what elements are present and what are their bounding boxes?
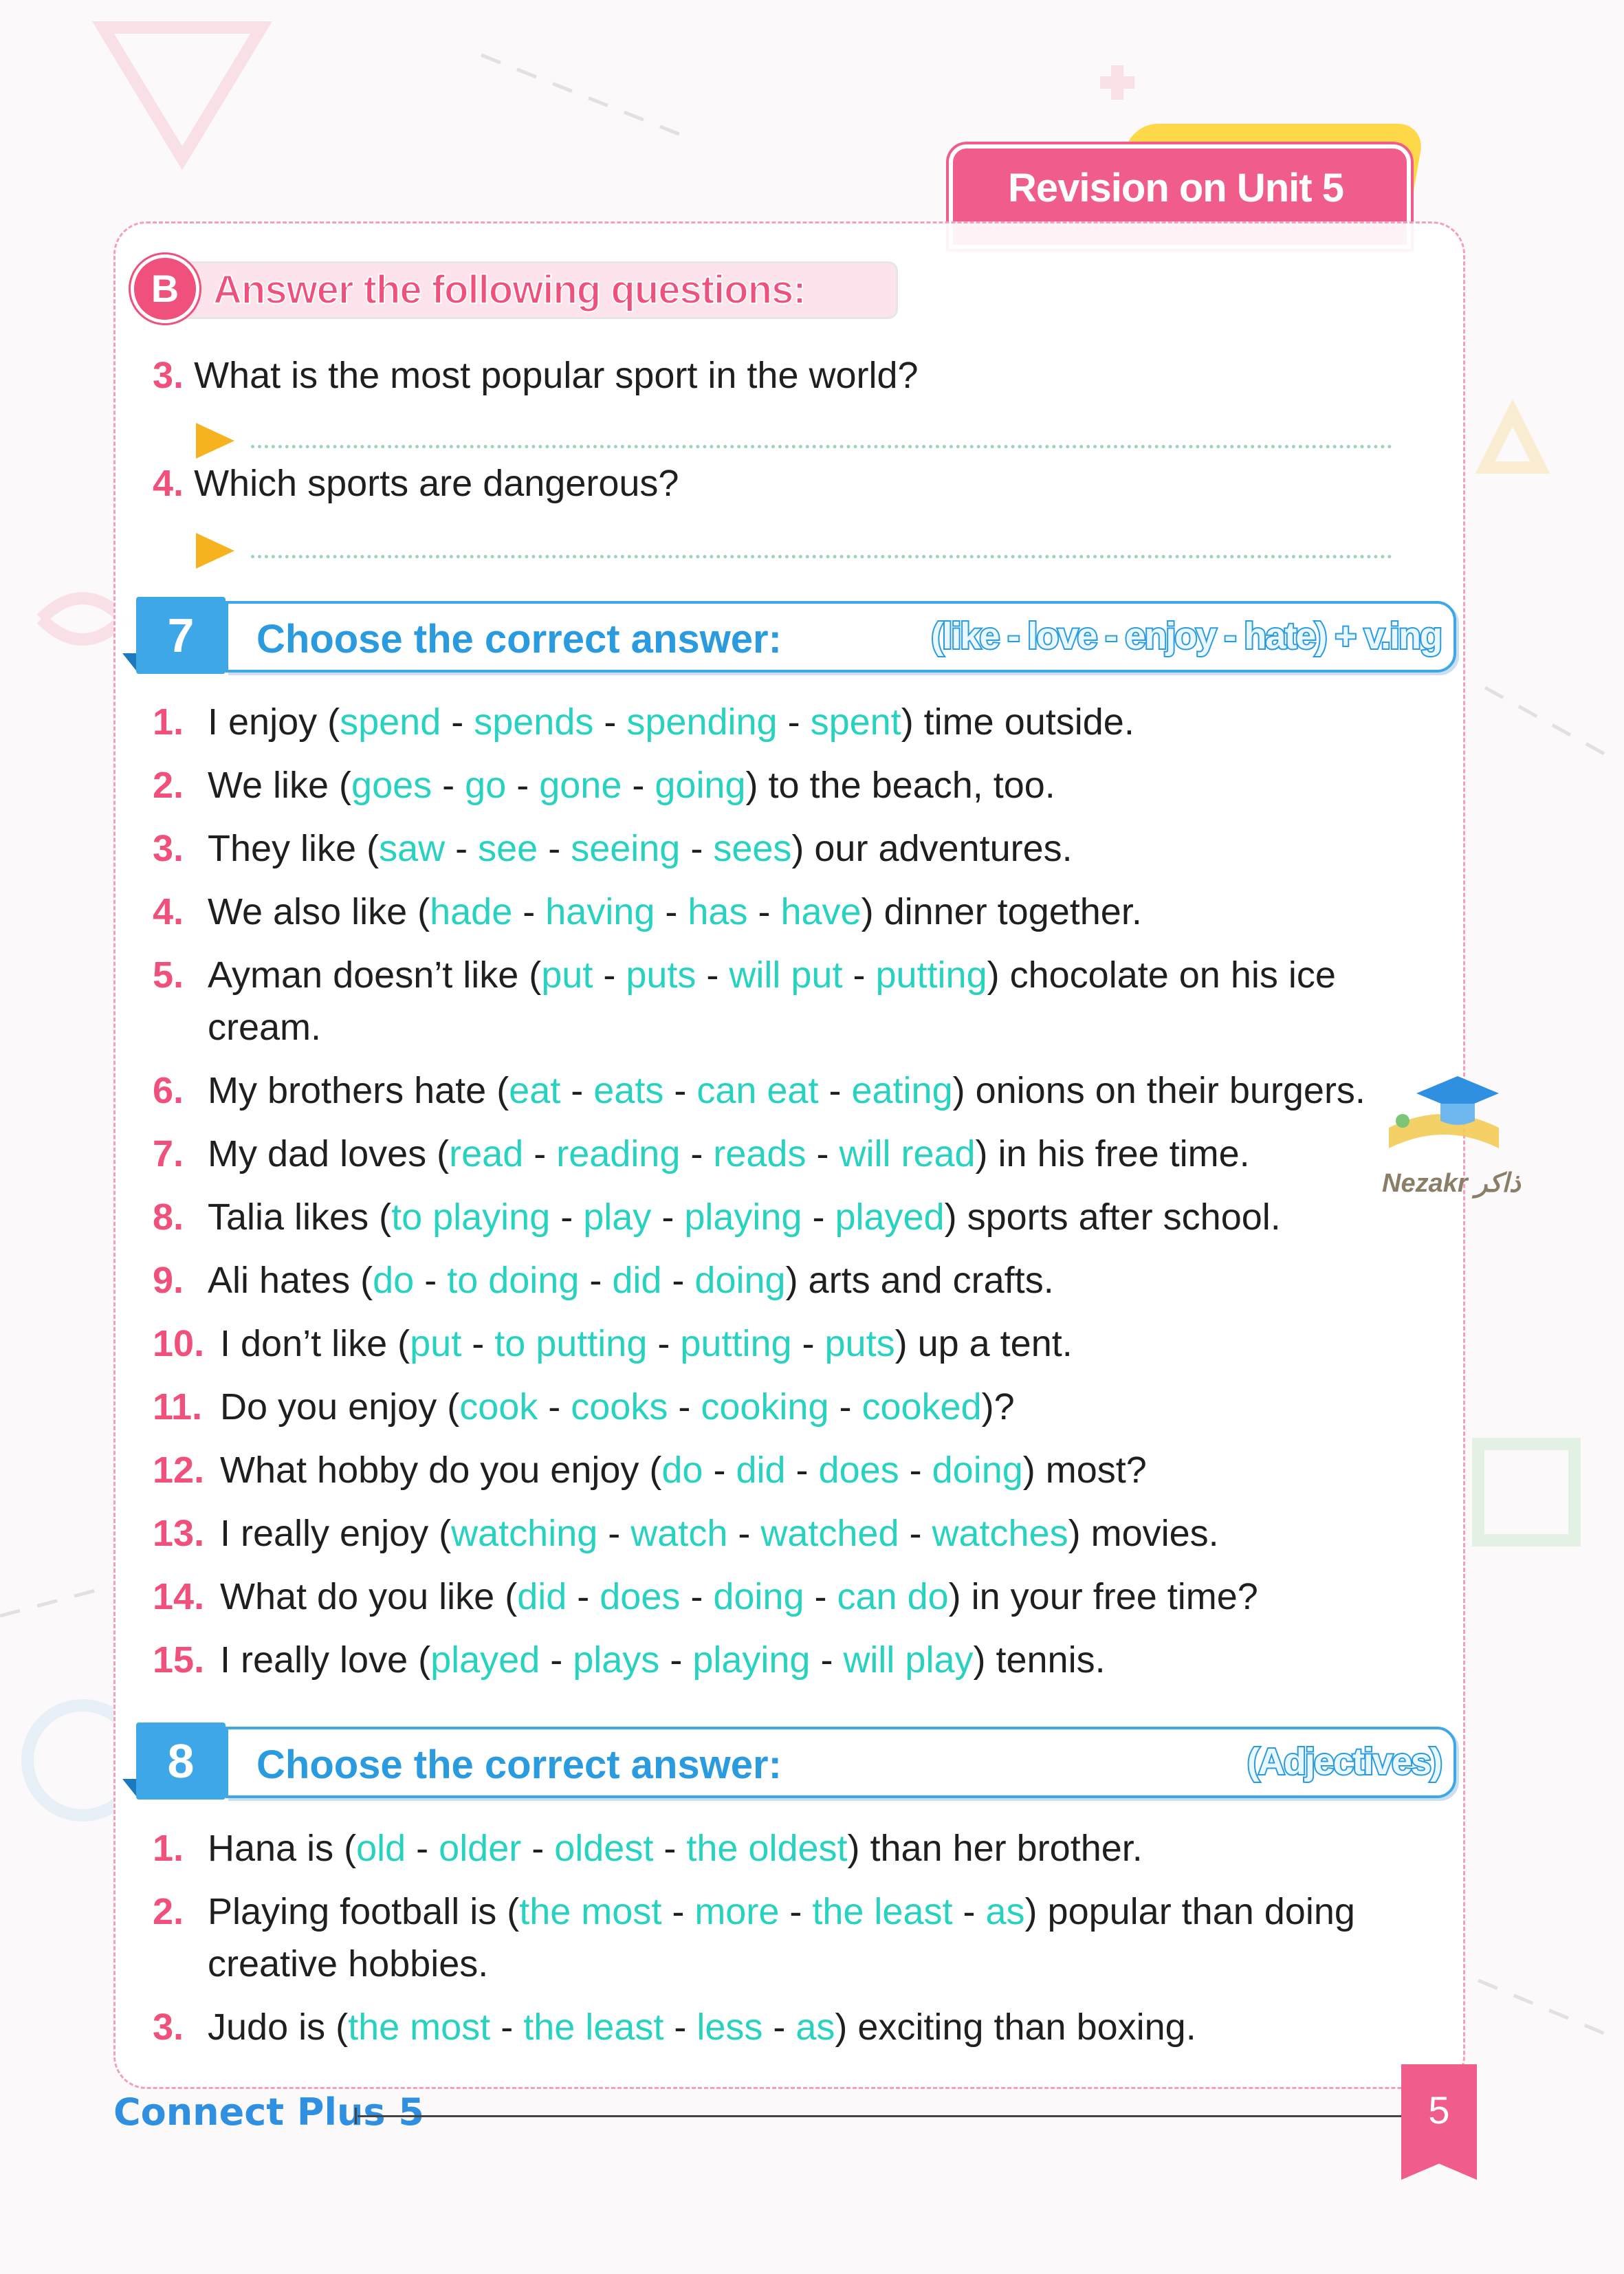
- play-arrow-icon: [196, 423, 234, 459]
- option-separator: -: [810, 1639, 844, 1681]
- answer-option[interactable]: to playing: [391, 1196, 551, 1238]
- section-8-items: [153, 1822, 1459, 2064]
- exercise-item: [153, 949, 1459, 1053]
- section-8-grammar-tag: (Adjectives): [1247, 1741, 1441, 1782]
- item-text-before: Ayman doesn’t like (: [208, 954, 542, 996]
- answer-option[interactable]: cooked: [862, 1386, 982, 1428]
- item-number: 11.: [153, 1386, 203, 1428]
- option-separator: -: [655, 891, 688, 932]
- item-text-after: ) than her brother.: [847, 1828, 1143, 1869]
- option-separator: -: [952, 1891, 986, 1932]
- option-separator: -: [696, 954, 729, 996]
- exercise-item: [153, 1507, 1459, 1560]
- item-text-after: ) to the beach, too.: [745, 765, 1055, 806]
- option-separator: -: [550, 1196, 584, 1238]
- answer-option[interactable]: older: [439, 1828, 522, 1869]
- answer-option[interactable]: the least: [812, 1891, 953, 1932]
- answer-option[interactable]: having: [545, 891, 655, 932]
- section-7-header: [122, 597, 1456, 674]
- exercise-item: [153, 696, 1459, 748]
- answer-option[interactable]: to doing: [447, 1260, 580, 1301]
- answer-option[interactable]: did: [612, 1260, 662, 1301]
- option-separator: -: [802, 1196, 835, 1238]
- answer-option[interactable]: more: [694, 1891, 780, 1932]
- dotted-answer-line[interactable]: [251, 555, 1392, 558]
- item-number: 3.: [153, 2007, 184, 2048]
- answer-option[interactable]: watches: [932, 1513, 1068, 1554]
- item-number: 1.: [153, 1828, 184, 1869]
- option-separator: -: [445, 828, 479, 869]
- option-separator: -: [490, 2007, 524, 2048]
- item-text-after: ) up a tent.: [895, 1323, 1073, 1364]
- answer-option[interactable]: does: [600, 1576, 681, 1617]
- item-text-after: ) sports after school.: [944, 1196, 1281, 1238]
- item-text-before: Do you enjoy (: [220, 1386, 460, 1428]
- answer-option[interactable]: put: [410, 1323, 462, 1364]
- answer-option[interactable]: played: [430, 1639, 540, 1681]
- option-separator: -: [818, 1070, 852, 1111]
- answer-option[interactable]: spending: [626, 701, 778, 743]
- answer-option[interactable]: does: [818, 1450, 899, 1491]
- answer-option[interactable]: watch: [630, 1513, 728, 1554]
- answer-option[interactable]: as: [985, 1891, 1025, 1932]
- option-separator: -: [597, 1513, 631, 1554]
- option-separator: -: [899, 1450, 932, 1491]
- answer-option[interactable]: watched: [760, 1513, 899, 1554]
- option-separator: -: [653, 1828, 687, 1869]
- answer-option[interactable]: puts: [824, 1323, 895, 1364]
- exercise-item: [153, 1318, 1459, 1370]
- option-separator: -: [899, 1513, 932, 1554]
- answer-option[interactable]: spends: [474, 701, 594, 743]
- answer-option[interactable]: eats: [593, 1070, 664, 1111]
- section-8-title: Choose the correct answer:: [256, 1742, 782, 1787]
- square-decor-icon: [1478, 1444, 1574, 1540]
- option-separator: -: [512, 891, 546, 932]
- answer-option[interactable]: the least: [523, 2007, 664, 2048]
- option-separator: -: [622, 765, 655, 806]
- answer-option[interactable]: doing: [713, 1576, 804, 1617]
- option-separator: -: [593, 954, 626, 996]
- item-text-after: ) popular than doing creative hobbies.: [208, 1891, 1355, 1985]
- option-separator: -: [804, 1576, 837, 1617]
- triangle-decor-icon: [103, 28, 261, 158]
- option-separator: -: [567, 1576, 600, 1617]
- option-separator: -: [663, 2007, 697, 2048]
- answer-option[interactable]: go: [465, 765, 507, 806]
- section-7-items: [153, 696, 1459, 1697]
- answer-option[interactable]: doing: [694, 1260, 786, 1301]
- item-text-after: ) onions on their burgers.: [952, 1070, 1365, 1111]
- item-text-after: ) our adventures.: [791, 828, 1073, 869]
- exercise-item: [153, 1571, 1459, 1623]
- answer-option[interactable]: see: [478, 828, 538, 869]
- exercise-item: [153, 1128, 1459, 1180]
- answer-option[interactable]: eat: [509, 1070, 561, 1111]
- exercise-item: [153, 1064, 1459, 1117]
- item-text-after: ) arts and crafts.: [785, 1260, 1054, 1301]
- answer-option[interactable]: cooking: [701, 1386, 829, 1428]
- answer-option[interactable]: reads: [713, 1133, 806, 1174]
- section-7-grammar-tag: (like - love - enjoy - hate) + v.ing: [931, 615, 1441, 657]
- answer-option[interactable]: less: [696, 2007, 763, 2048]
- item-text-before: Judo is (: [208, 2007, 349, 2048]
- watermark-text: Nezakr ذاكر: [1382, 1169, 1521, 1198]
- option-separator: -: [506, 765, 540, 806]
- answer-option[interactable]: play: [583, 1196, 652, 1238]
- section-8-header: [122, 1723, 1456, 1800]
- item-number: 5.: [153, 954, 184, 996]
- answer-option[interactable]: putting: [680, 1323, 792, 1364]
- answer-option[interactable]: spend: [340, 701, 441, 743]
- option-separator: -: [777, 701, 811, 743]
- option-separator: -: [727, 1513, 761, 1554]
- item-text-after: ) exciting than boxing.: [835, 2007, 1196, 2048]
- dotted-answer-line[interactable]: [251, 445, 1392, 448]
- item-number: 14.: [153, 1576, 205, 1617]
- item-text-after: ) in his free time.: [975, 1133, 1250, 1174]
- answer-option[interactable]: seeing: [571, 828, 681, 869]
- option-separator: -: [521, 1828, 555, 1869]
- answer-option[interactable]: has: [688, 891, 748, 932]
- play-arrow-icon: [196, 533, 234, 569]
- answer-option[interactable]: watching: [451, 1513, 598, 1554]
- triangle-decor-icon: [1485, 413, 1540, 468]
- item-text-before: I really enjoy (: [220, 1513, 452, 1554]
- footer-book-title: Connect Plus 5: [113, 2090, 424, 2134]
- item-text-before: Hana is (: [208, 1828, 357, 1869]
- exercise-item: [153, 1254, 1459, 1307]
- item-text-after: )?: [981, 1386, 1015, 1428]
- answer-option[interactable]: spent: [810, 701, 901, 743]
- answer-option[interactable]: as: [795, 2007, 835, 2048]
- item-text-after: ) most?: [1022, 1450, 1147, 1491]
- item-number: 12.: [153, 1450, 205, 1491]
- answer-option[interactable]: putting: [875, 954, 987, 996]
- section-8-number: 8: [136, 1723, 226, 1800]
- answer-option[interactable]: have: [780, 891, 862, 932]
- answer-option[interactable]: puts: [626, 954, 696, 996]
- question: [153, 462, 679, 505]
- option-separator: -: [668, 1386, 701, 1428]
- option-separator: -: [680, 1576, 714, 1617]
- plus-decor-icon: [1100, 65, 1134, 100]
- item-text-before: My dad loves (: [208, 1133, 450, 1174]
- section-b-title: Answer the following questions:: [213, 267, 806, 312]
- section-7-title: Choose the correct answer:: [256, 617, 782, 662]
- footer-rule: [358, 2115, 1403, 2117]
- answer-option[interactable]: will put: [729, 954, 843, 996]
- option-separator: -: [538, 828, 571, 869]
- question-text: What is the most popular sport in the world?: [194, 355, 919, 396]
- answer-option[interactable]: do: [661, 1450, 703, 1491]
- item-number: 3.: [153, 828, 184, 869]
- item-number: 1.: [153, 701, 184, 743]
- answer-option[interactable]: hade: [430, 891, 513, 932]
- item-text-before: They like (: [208, 828, 380, 869]
- item-number: 2.: [153, 1891, 184, 1932]
- answer-option[interactable]: the most: [348, 2007, 491, 2048]
- item-text-before: I enjoy (: [208, 701, 340, 743]
- item-text-before: My brothers hate (: [208, 1070, 509, 1111]
- section-b-letter: B: [131, 254, 199, 323]
- item-text-before: What hobby do you enjoy (: [220, 1450, 662, 1491]
- answer-option[interactable]: will read: [839, 1133, 976, 1174]
- answer-option[interactable]: to putting: [494, 1323, 648, 1364]
- option-separator: -: [560, 1070, 594, 1111]
- answer-option[interactable]: doing: [932, 1450, 1023, 1491]
- exercise-item: [153, 2001, 1459, 2053]
- exercise-item: [153, 1381, 1459, 1433]
- question: [153, 354, 919, 397]
- answer-option[interactable]: reading: [556, 1133, 681, 1174]
- answer-option[interactable]: can do: [837, 1576, 949, 1617]
- item-number: 7.: [153, 1133, 184, 1174]
- exercise-item: [153, 1191, 1459, 1243]
- option-separator: -: [659, 1639, 693, 1681]
- answer-option[interactable]: cook: [459, 1386, 538, 1428]
- answer-option[interactable]: did: [517, 1576, 567, 1617]
- answer-option[interactable]: the most: [519, 1891, 662, 1932]
- exercise-item: [153, 759, 1459, 811]
- answer-line[interactable]: [196, 416, 1392, 457]
- item-number: 4.: [153, 891, 184, 932]
- item-text-before: Playing football is (: [208, 1891, 520, 1932]
- exercise-item: [153, 1822, 1459, 1874]
- answer-option[interactable]: playing: [684, 1196, 802, 1238]
- option-separator: -: [461, 1323, 495, 1364]
- section-7-number: 7: [136, 597, 226, 674]
- answer-option[interactable]: will play: [843, 1639, 974, 1681]
- answer-option[interactable]: did: [736, 1450, 786, 1491]
- option-separator: -: [432, 765, 465, 806]
- answer-option[interactable]: old: [356, 1828, 406, 1869]
- answer-option[interactable]: played: [835, 1196, 945, 1238]
- item-text-before: What do you like (: [220, 1576, 518, 1617]
- item-text-before: Talia likes (: [208, 1196, 392, 1238]
- item-text-after: ) movies.: [1068, 1513, 1219, 1554]
- item-number: 8.: [153, 1196, 184, 1238]
- answer-option[interactable]: read: [449, 1133, 524, 1174]
- item-text-after: ) in your free time?: [948, 1576, 1258, 1617]
- option-separator: -: [661, 1260, 695, 1301]
- option-separator: -: [829, 1386, 862, 1428]
- option-separator: -: [651, 1196, 685, 1238]
- item-number: 10.: [153, 1323, 205, 1364]
- answer-option[interactable]: going: [655, 765, 746, 806]
- answer-option[interactable]: gone: [539, 765, 622, 806]
- answer-option[interactable]: eating: [851, 1070, 953, 1111]
- answer-option[interactable]: sees: [713, 828, 792, 869]
- option-separator: -: [762, 2007, 796, 2048]
- item-text-after: ) tennis.: [973, 1639, 1106, 1681]
- option-separator: -: [593, 701, 627, 743]
- option-separator: -: [441, 701, 474, 743]
- item-number: 9.: [153, 1260, 184, 1301]
- nezakr-logo: [1375, 1066, 1561, 1203]
- option-separator: -: [661, 1891, 695, 1932]
- page-number-flag: [1401, 2064, 1477, 2180]
- answer-option[interactable]: do: [373, 1260, 415, 1301]
- item-number: 15.: [153, 1639, 205, 1681]
- answer-option[interactable]: the oldest: [686, 1828, 848, 1869]
- answer-option[interactable]: plays: [573, 1639, 660, 1681]
- option-separator: -: [579, 1260, 613, 1301]
- leaf-decor-icon: [41, 598, 124, 639]
- option-separator: -: [806, 1133, 840, 1174]
- item-number: 2.: [153, 765, 184, 806]
- item-text-before: I really love (: [220, 1639, 431, 1681]
- option-separator: -: [785, 1450, 819, 1491]
- answer-line[interactable]: [196, 526, 1392, 567]
- item-text-after: ) time outside.: [901, 701, 1134, 743]
- exercise-item: [153, 822, 1459, 875]
- option-separator: -: [791, 1323, 825, 1364]
- option-separator: -: [747, 891, 781, 932]
- option-separator: -: [779, 1891, 813, 1932]
- answer-option[interactable]: saw: [379, 828, 446, 869]
- item-text-after: ) chocolate on his ice cream.: [208, 954, 1336, 1048]
- option-separator: -: [703, 1450, 736, 1491]
- answer-option[interactable]: can eat: [696, 1070, 819, 1111]
- option-separator: -: [414, 1260, 448, 1301]
- item-text-before: Ali hates (: [208, 1260, 373, 1301]
- question-number: 3.: [153, 355, 184, 396]
- option-separator: -: [523, 1133, 557, 1174]
- answer-option[interactable]: cooks: [571, 1386, 668, 1428]
- exercise-item: [153, 1885, 1459, 1990]
- answer-option[interactable]: playing: [692, 1639, 811, 1681]
- exercise-item: [153, 1634, 1459, 1686]
- item-text-before: I don’t like (: [220, 1323, 410, 1364]
- item-text-before: We like (: [208, 765, 352, 806]
- option-separator: -: [647, 1323, 681, 1364]
- unit-header-tab: [949, 124, 1416, 227]
- item-text-before: We also like (: [208, 891, 430, 932]
- option-separator: -: [842, 954, 876, 996]
- page-number: 5: [1428, 2088, 1450, 2132]
- page-title: Revision on Unit 5: [1008, 166, 1343, 210]
- item-number: 6.: [153, 1070, 184, 1111]
- question-number: 4.: [153, 463, 184, 504]
- exercise-item: [153, 886, 1459, 938]
- item-text-after: ) dinner together.: [861, 891, 1142, 932]
- option-separator: -: [680, 1133, 714, 1174]
- option-separator: -: [540, 1639, 573, 1681]
- exercise-item: [153, 1444, 1459, 1496]
- book-graduation-icon: [1375, 1066, 1513, 1169]
- answer-option[interactable]: put: [541, 954, 593, 996]
- option-separator: -: [663, 1070, 697, 1111]
- answer-option[interactable]: oldest: [554, 1828, 654, 1869]
- option-separator: -: [406, 1828, 439, 1869]
- option-separator: -: [538, 1386, 571, 1428]
- answer-option[interactable]: goes: [351, 765, 432, 806]
- question-text: Which sports are dangerous?: [194, 463, 679, 504]
- option-separator: -: [680, 828, 714, 869]
- item-number: 13.: [153, 1513, 205, 1554]
